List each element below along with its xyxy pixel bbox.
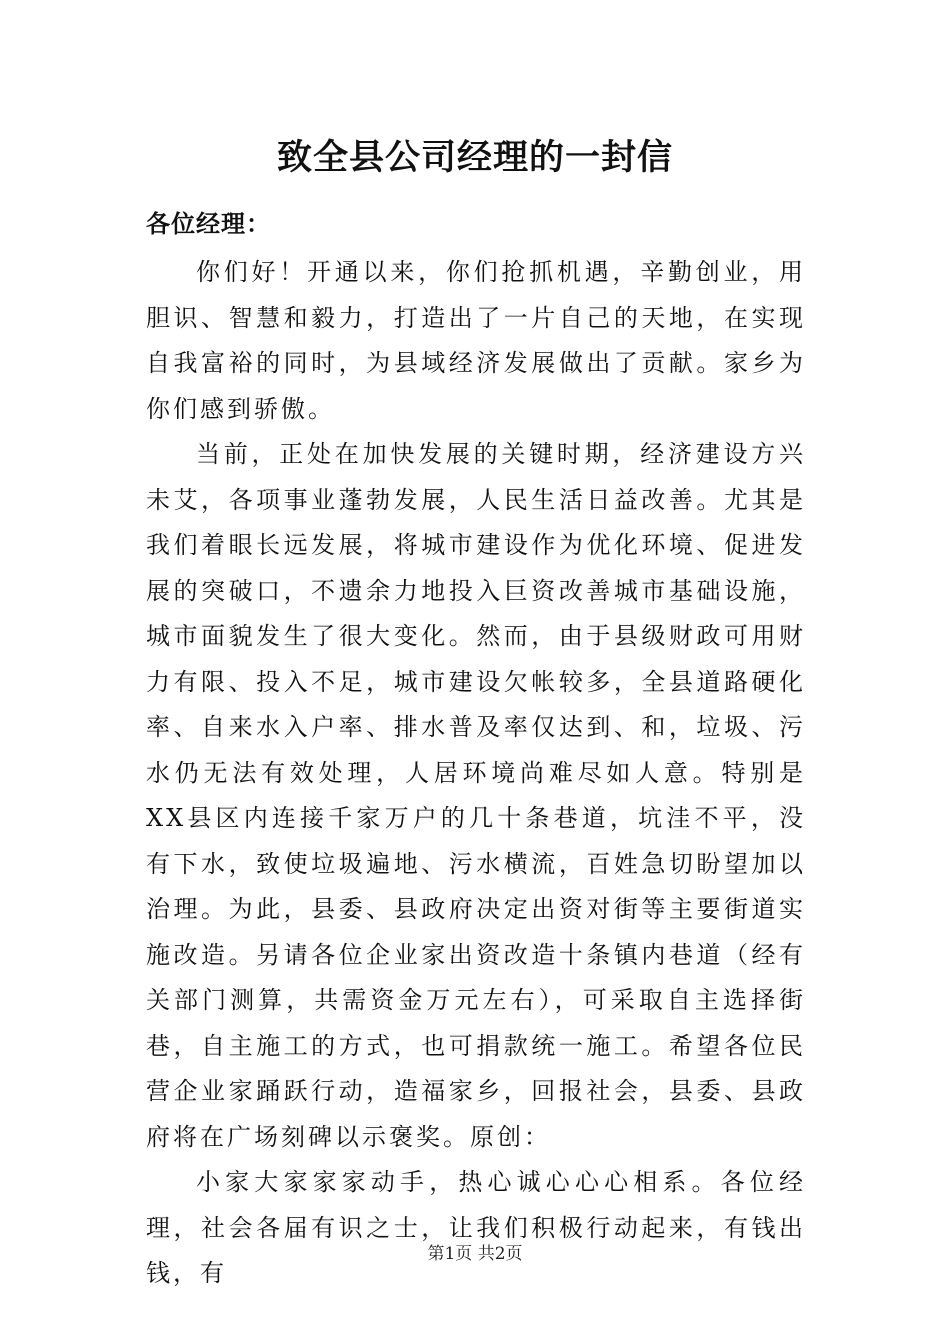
paragraph-3: 小家大家家家动手，热心诚心心心相系。各位经理，社会各届有识之士，让我们积极行动起来，有钱出钱，有 (146, 1168, 806, 1287)
paragraph-1: 你们好！开通以来，你们抢抓机遇，辛勤创业，用胆识、智慧和毅力，打造出了一片自己的天地，在实现自我富裕的同时，为县域经济发展做出了贡献。家乡为你们感到骄傲。 (146, 258, 806, 423)
paragraph-2: 当前，正处在加快发展的关键时期，经济建设方兴未艾，各项事业蓬勃发展，人民生活日益改善。尤其是我们着眼长远发展，将城市建设作为优化环境、促进发展的突破口，不遗余力地投入巨资改善城市基础设施，城市面貌发生了很大变化。然而，由于县级财政可用财力有限、投入不足，城市建设欠帐较多，全县道路硬化率、自来水入户率、排水普及率仅达到、和，垃圾、污水仍无法有效处理，人居环境尚难尽如人意。特别是XX县区内连接千家万户的几十条巷道，坑洼不平，没有下水，致使垃圾遍地、污水横流，百姓急切盼望加以治理。为此，县委、县政府决定出资对街等主要街道实施改造。另请各位企业家出资改造十条镇内巷道（经有关部门测算，共需资金万元左右），可采取自主选择街巷，自主施工的方式，也可捐款统一施工。希望各位民营企业家踊跃行动，造福家乡，回报社会，县委、县政府将在广场刻碑以示褒奖。原创： (146, 440, 806, 1151)
page-footer: 第1页 共2页 (427, 1244, 523, 1264)
letter-body (146, 250, 806, 1297)
document-title: 致全县公司经理的一封信 (276, 137, 673, 178)
salutation: 各位经理： (146, 209, 271, 238)
